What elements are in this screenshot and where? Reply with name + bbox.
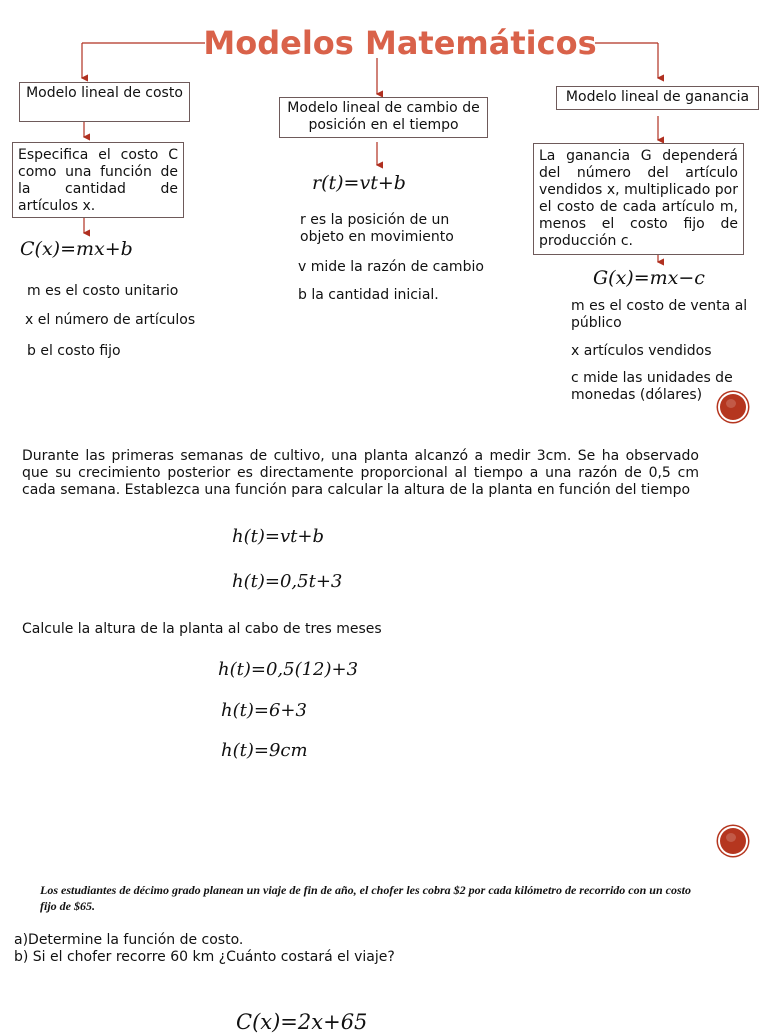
cost-model-header: [19, 82, 190, 122]
position-model-header: [279, 97, 488, 138]
profit-note-x: x artículos vendidos: [571, 343, 712, 359]
profit-note-m: m es el costo de venta al público: [571, 298, 748, 331]
problem2-question-a: a)Determine la función de costo.: [14, 932, 244, 948]
problem1-step-3-text: h(t)=9cm: [221, 740, 308, 761]
problem2-formula: [236, 1010, 367, 1034]
page-title: Modelos Matemáticos: [203, 24, 597, 62]
problem2-statement: Los estudiantes de décimo grado planean un viaje de fin de año, el chofer les cobra $2 por cada kilómetro de recorrido con un costo fijo de $65.: [40, 883, 691, 913]
circle-nav-icon[interactable]: [720, 394, 746, 420]
profit-model-header-text: Modelo lineal de ganancia: [565, 89, 750, 105]
profit-note-c: c mide las unidades de monedas (dólares): [571, 370, 733, 403]
problem1-formula-general: [232, 526, 324, 547]
cost-formula-text: C(x)=mx+b: [20, 238, 133, 260]
problem1-statement: Durante las primeras semanas de cultivo, una planta alcanzó a medir 3cm. Se ha observado que su crecimiento posterior es directamente proporcional al tiempo a una razón de 0,5 cm cada semana. Establezca una función para calcular la altura de la planta en función del tiempo: [22, 448, 699, 498]
problem2-formula-text: C(x)=2x+65: [236, 1010, 368, 1034]
position-note-v: v mide la razón de cambio: [298, 259, 484, 275]
circle-nav-icon[interactable]: [720, 828, 746, 854]
profit-formula-text: G(x)=mx−c: [593, 267, 705, 289]
position-note-r: r es la posición de un objeto en movimiento: [300, 212, 454, 245]
profit-description-text: La ganancia G dependerá del número del artículo vendidos x, multiplicado por el costo de cada artículo m, menos el costo fijo de producción c.: [539, 148, 738, 249]
problem1-question: Calcule la altura de la planta al cabo de tres meses: [22, 621, 382, 637]
cost-formula: [20, 238, 133, 260]
profit-formula: [593, 267, 705, 289]
problem1-step-2-text: h(t)=6+3: [221, 700, 307, 721]
problem2-question-b: b) Si el chofer recorre 60 km ¿Cuánto costará el viaje?: [14, 949, 395, 965]
problem1-formula-specific: [232, 571, 342, 592]
problem1-formula-general-text: h(t)=vt+b: [232, 526, 324, 547]
cost-note-x: x el número de artículos: [25, 312, 196, 328]
problem1-step-1-text: h(t)=0,5(12)+3: [218, 659, 359, 680]
profit-model-header: [556, 86, 759, 110]
problem1-step-2: [221, 700, 307, 721]
position-formula: [312, 172, 406, 194]
profit-model-description: [533, 143, 744, 255]
problem1-formula-specific-text: h(t)=0,5t+3: [232, 571, 343, 592]
cost-model-header-text: Modelo lineal de costo: [26, 85, 183, 101]
cost-model-description: [12, 142, 184, 218]
cost-note-m: m es el costo unitario: [27, 283, 179, 299]
position-formula-text: r(t)=vt+b: [312, 172, 406, 194]
position-model-header-text: Modelo lineal de cambio de posición en el tiempo: [287, 100, 480, 133]
cost-description-text: Especifica el costo C como una función de la cantidad de artículos x.: [18, 147, 178, 214]
problem1-step-3: [221, 740, 308, 761]
problem1-step-1: [218, 659, 358, 680]
cost-note-b: b el costo fijo: [27, 343, 121, 359]
position-note-b: b la cantidad inicial.: [298, 287, 439, 303]
